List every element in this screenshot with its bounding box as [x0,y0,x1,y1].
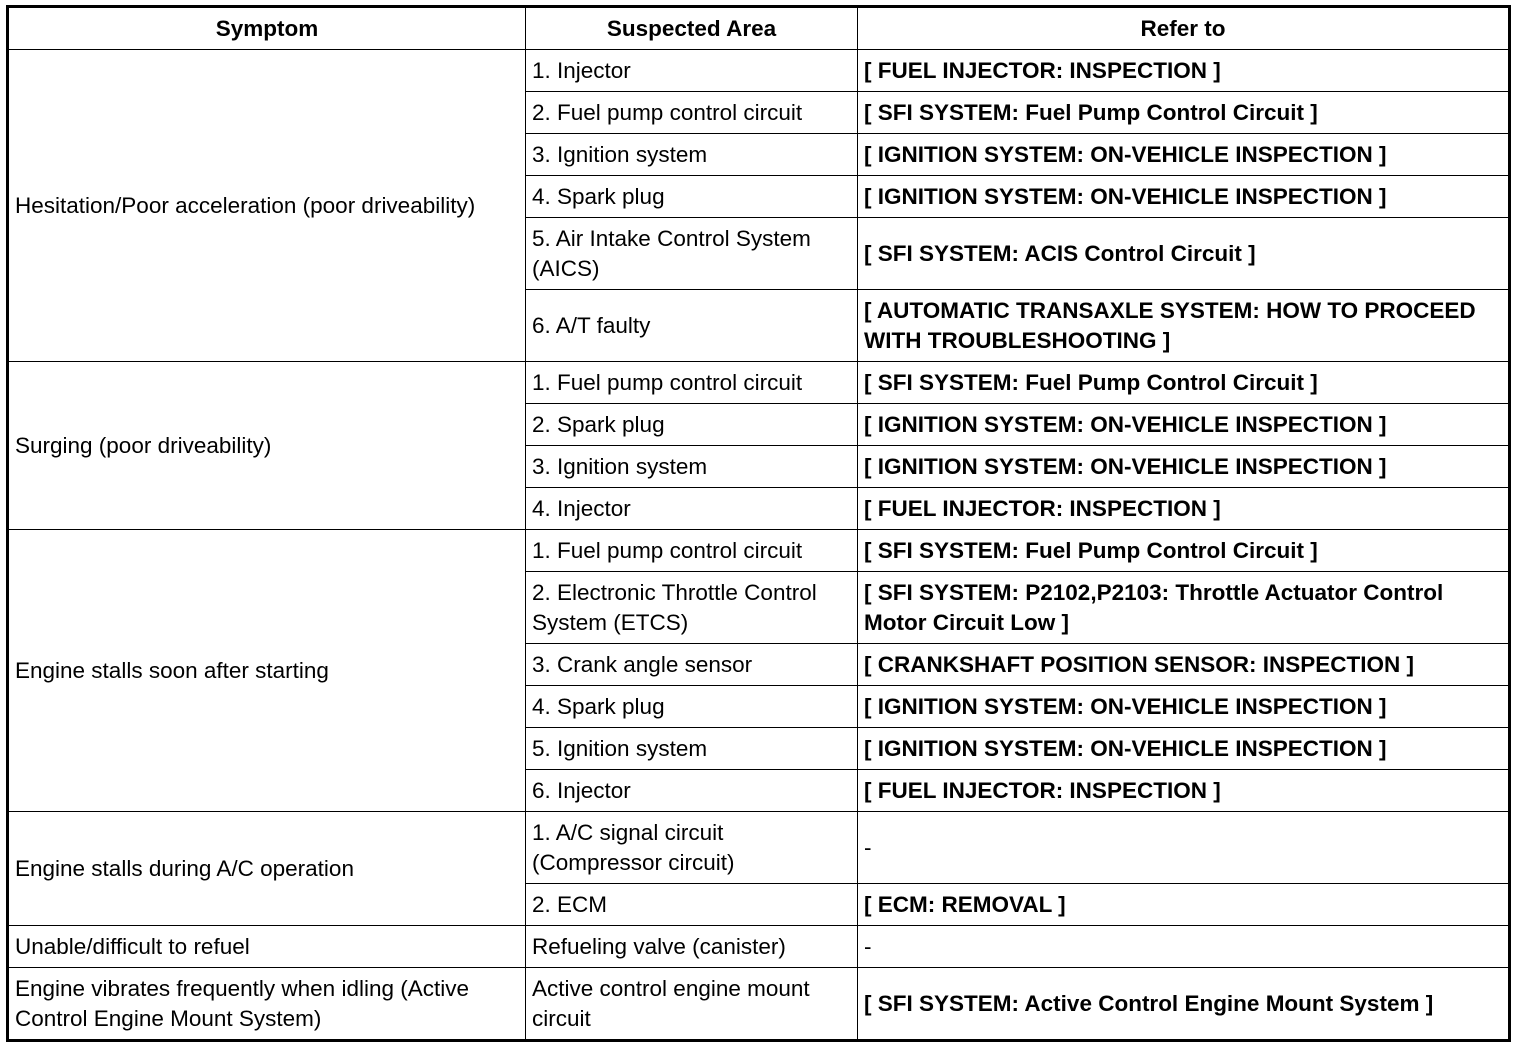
suspected-area-cell: 2. Spark plug [526,404,858,446]
refer-link[interactable]: [ SFI SYSTEM: Fuel Pump Control Circuit ] [858,92,1510,134]
suspected-area-cell: 1. A/C signal circuit (Compressor circuit) [526,812,858,884]
suspected-area-cell: 2. ECM [526,884,858,926]
suspected-area-cell: Refueling valve (canister) [526,926,858,968]
suspected-area-cell: 6. A/T faulty [526,290,858,362]
symptom-cell: Engine stalls during A/C operation [8,812,526,926]
refer-link[interactable]: [ SFI SYSTEM: ACIS Control Circuit ] [858,218,1510,290]
refer-link[interactable]: [ IGNITION SYSTEM: ON-VEHICLE INSPECTION ] [858,728,1510,770]
refer-link[interactable]: [ SFI SYSTEM: Fuel Pump Control Circuit ] [858,362,1510,404]
refer-empty: - [858,926,1510,968]
refer-link[interactable]: [ IGNITION SYSTEM: ON-VEHICLE INSPECTION ] [858,134,1510,176]
suspected-area-cell: 5. Ignition system [526,728,858,770]
suspected-area-cell: 4. Spark plug [526,686,858,728]
suspected-area-cell: 5. Air Intake Control System (AICS) [526,218,858,290]
table-row [8,968,1510,1041]
suspected-area-cell: 3. Crank angle sensor [526,644,858,686]
symptom-cell: Engine stalls soon after starting [8,530,526,812]
refer-link[interactable]: [ SFI SYSTEM: Active Control Engine Mount System ] [858,968,1510,1041]
table-row [8,812,1510,884]
suspected-area-cell: 4. Spark plug [526,176,858,218]
suspected-area-cell: 1. Fuel pump control circuit [526,362,858,404]
suspected-area-cell: 2. Electronic Throttle Control System (ETCS) [526,572,858,644]
suspected-area-cell: Active control engine mount circuit [526,968,858,1041]
header-suspected-area: Suspected Area [526,7,858,50]
header-symptom: Symptom [8,7,526,50]
suspected-area-cell: 3. Ignition system [526,446,858,488]
table-row [8,926,1510,968]
suspected-area-cell: 1. Fuel pump control circuit [526,530,858,572]
table-row [8,530,1510,572]
suspected-area-cell: 6. Injector [526,770,858,812]
suspected-area-cell: 2. Fuel pump control circuit [526,92,858,134]
symptom-cell: Hesitation/Poor acceleration (poor driveability) [8,50,526,362]
refer-link[interactable]: [ IGNITION SYSTEM: ON-VEHICLE INSPECTION ] [858,686,1510,728]
suspected-area-cell: 1. Injector [526,50,858,92]
refer-link[interactable]: [ FUEL INJECTOR: INSPECTION ] [858,488,1510,530]
refer-link[interactable]: [ FUEL INJECTOR: INSPECTION ] [858,770,1510,812]
header-refer-to: Refer to [858,7,1510,50]
refer-link[interactable]: [ IGNITION SYSTEM: ON-VEHICLE INSPECTION ] [858,176,1510,218]
refer-link[interactable]: [ IGNITION SYSTEM: ON-VEHICLE INSPECTION ] [858,404,1510,446]
suspected-area-cell: 4. Injector [526,488,858,530]
symptom-cell: Unable/difficult to refuel [8,926,526,968]
refer-link[interactable]: [ CRANKSHAFT POSITION SENSOR: INSPECTION ] [858,644,1510,686]
refer-link[interactable]: [ SFI SYSTEM: Fuel Pump Control Circuit ] [858,530,1510,572]
table-row [8,50,1510,92]
table-row [8,362,1510,404]
refer-empty: - [858,812,1510,884]
symptom-cell: Surging (poor driveability) [8,362,526,530]
refer-link[interactable]: [ SFI SYSTEM: P2102,P2103: Throttle Actuator Control Motor Circuit Low ] [858,572,1510,644]
symptom-cell: Engine vibrates frequently when idling (Active Control Engine Mount System) [8,968,526,1041]
refer-link[interactable]: [ FUEL INJECTOR: INSPECTION ] [858,50,1510,92]
suspected-area-cell: 3. Ignition system [526,134,858,176]
refer-link[interactable]: [ AUTOMATIC TRANSAXLE SYSTEM: HOW TO PROCEED WITH TROUBLESHOOTING ] [858,290,1510,362]
refer-link[interactable]: [ ECM: REMOVAL ] [858,884,1510,926]
refer-link[interactable]: [ IGNITION SYSTEM: ON-VEHICLE INSPECTION ] [858,446,1510,488]
troubleshooting-table [6,5,1511,1042]
